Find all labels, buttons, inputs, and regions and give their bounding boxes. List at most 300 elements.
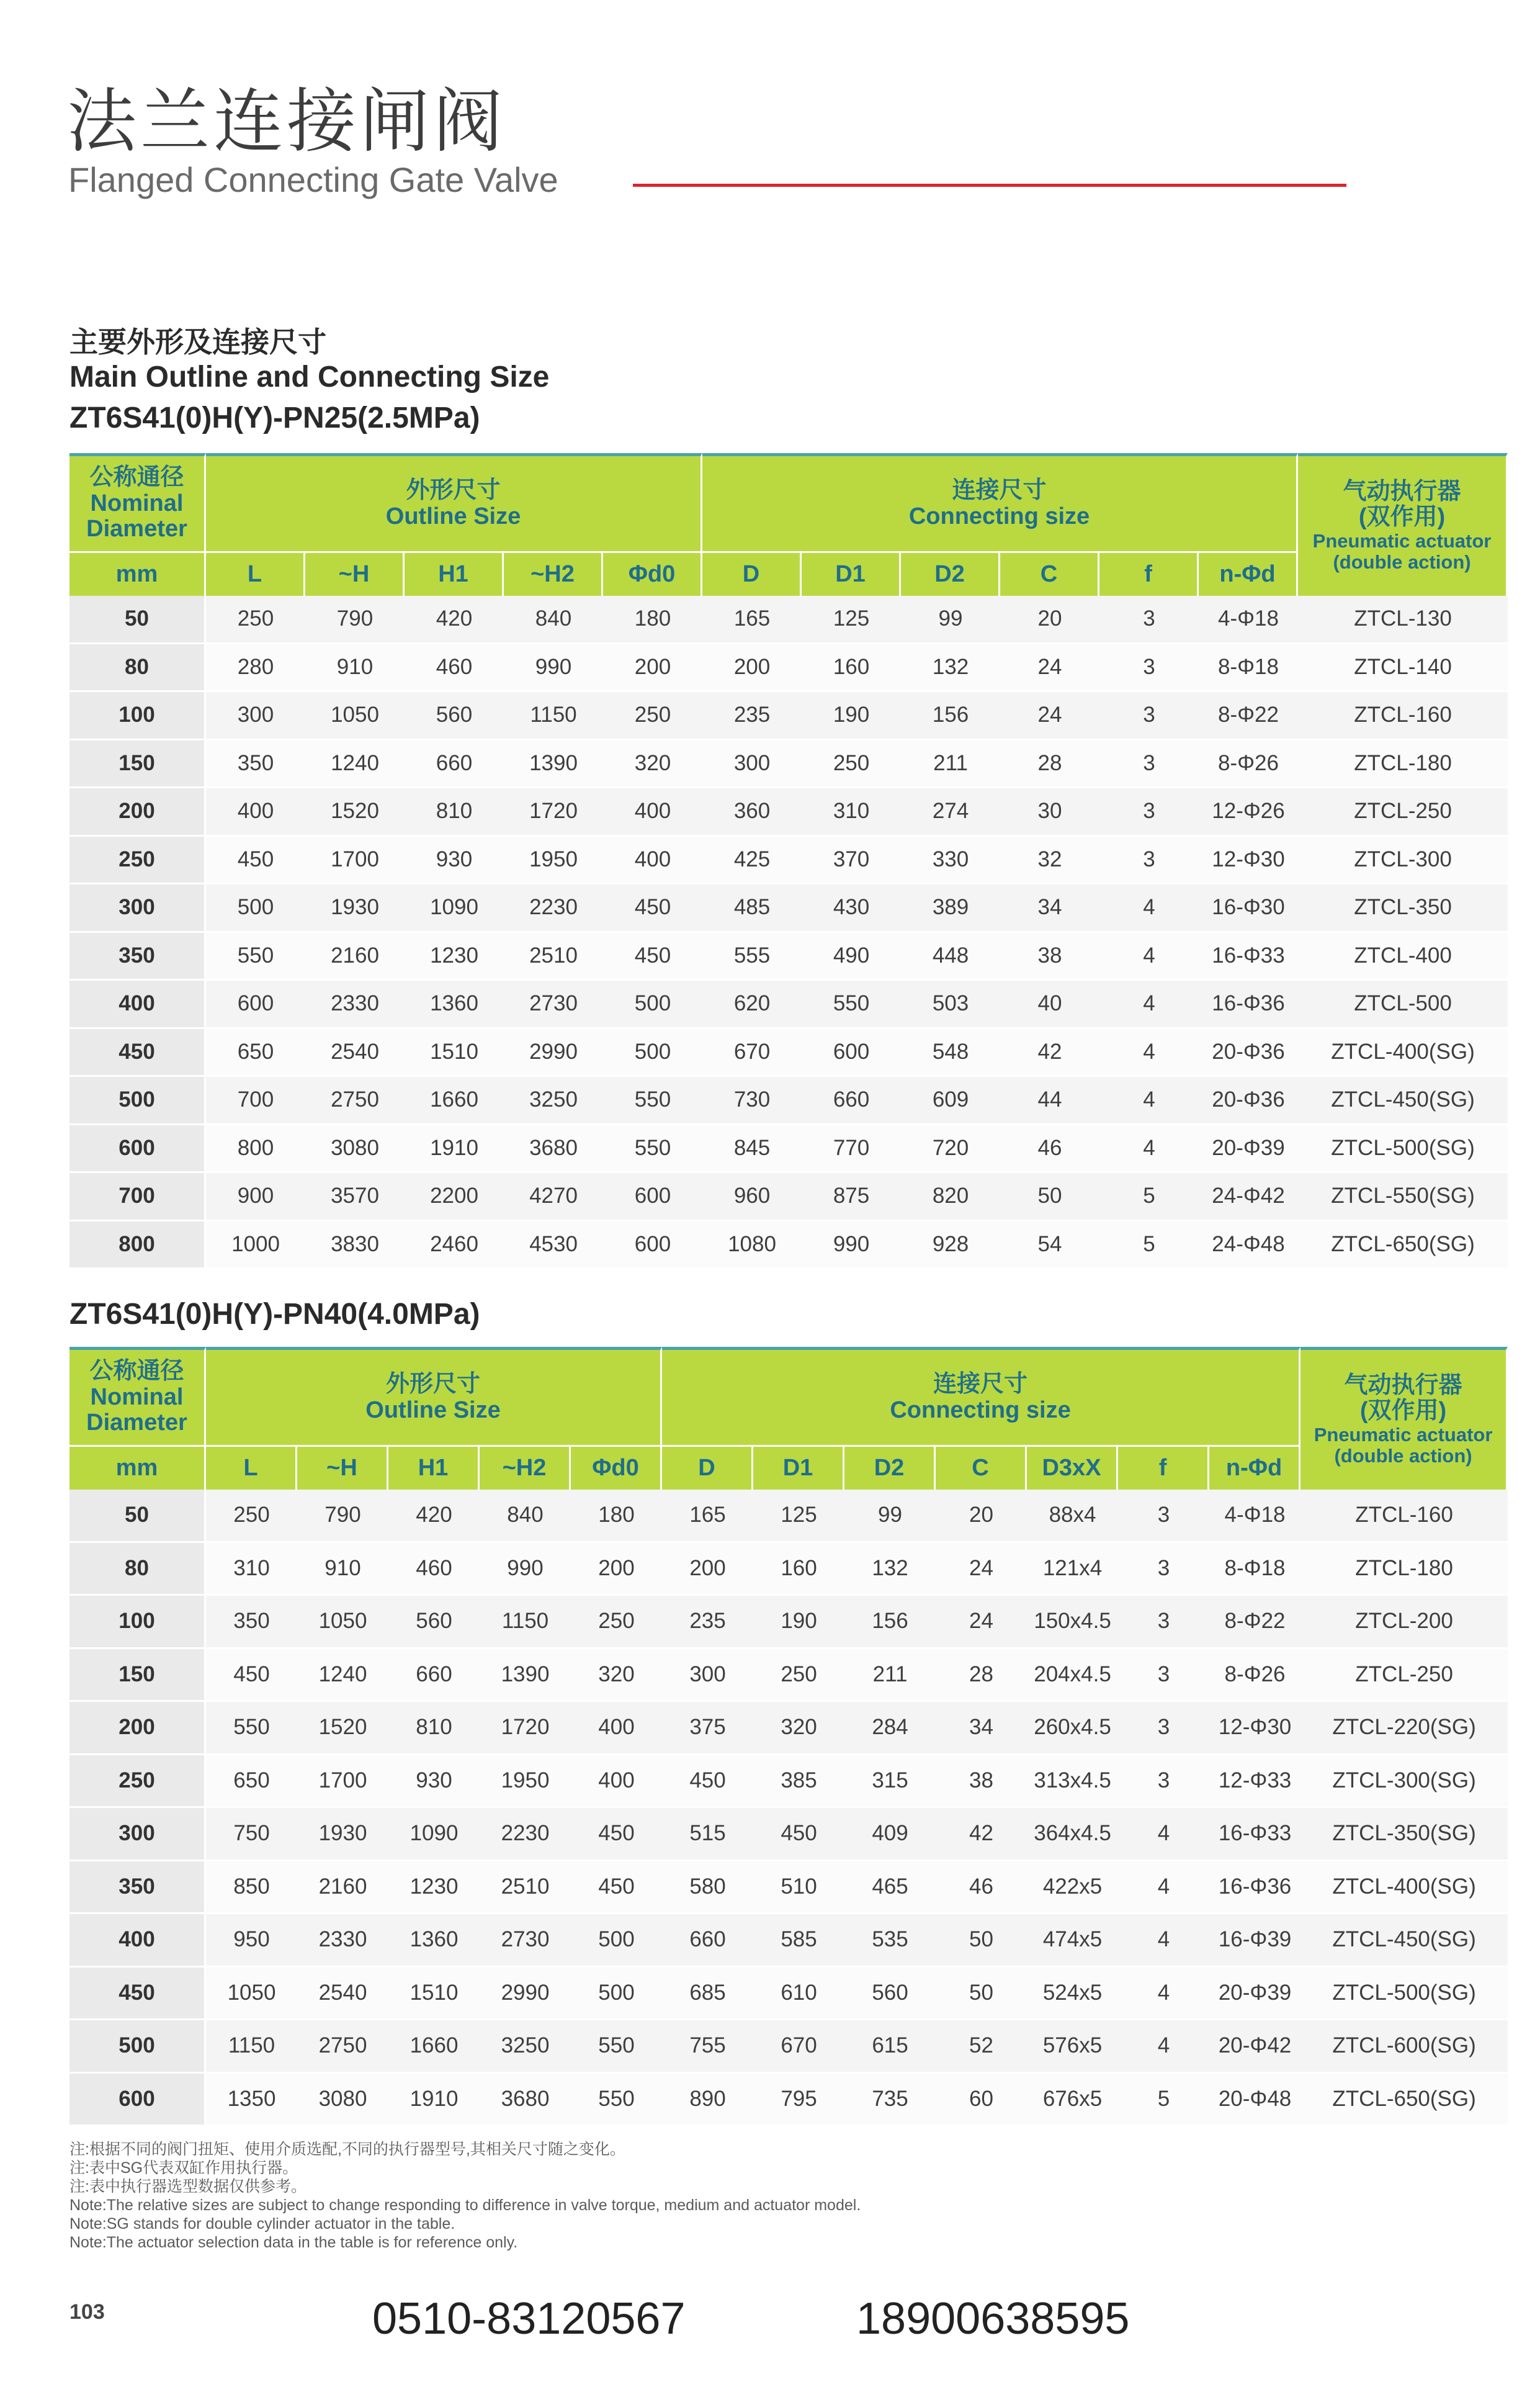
table-cell: 560 <box>844 1968 936 2021</box>
table-cell: 50 <box>936 1968 1027 2021</box>
table-cell: 460 <box>405 644 504 693</box>
row-dn-cell: 200 <box>69 1702 206 1755</box>
table-cell: 1150 <box>206 2020 297 2074</box>
table-cell: 550 <box>206 933 305 981</box>
column-header: n-Φd <box>1209 1445 1300 1490</box>
table-cell: 3 <box>1118 1649 1209 1702</box>
table-cell: 204x4.5 <box>1027 1649 1118 1702</box>
table-cell: 2540 <box>305 1029 405 1077</box>
connect-header <box>662 1347 1300 1445</box>
note-line: 注:根据不同的阀门扭矩、使用介质选配,不同的执行器型号,其相关尺寸随之变化。 <box>69 2141 625 2158</box>
column-header: D <box>702 551 802 596</box>
table-cell: 2750 <box>297 2020 388 2074</box>
column-header: ~H <box>305 551 405 596</box>
table-cell: 3830 <box>305 1221 405 1270</box>
section-title-cn: 主要外形及连接尺寸 <box>69 326 326 358</box>
table-cell: 4 <box>1118 1914 1209 1968</box>
table-cell: 1350 <box>206 2074 297 2127</box>
table-cell: 400 <box>571 1755 662 1809</box>
table-cell: 8-Φ18 <box>1209 1543 1300 1596</box>
actuator-cell: ZTCL-650(SG) <box>1298 1221 1508 1270</box>
table-cell: 555 <box>702 933 802 981</box>
table-cell: 1050 <box>305 692 405 740</box>
page-title-cn: 法兰连接闸阀 <box>67 83 506 160</box>
table-cell: 875 <box>802 1173 901 1221</box>
table-cell: 2540 <box>297 1968 388 2021</box>
table-cell: 60 <box>936 2074 1027 2127</box>
table-cell: 44 <box>1000 1077 1099 1125</box>
row-dn-cell: 450 <box>69 1029 206 1077</box>
actuator-cell: ZTCL-180 <box>1300 1543 1508 1596</box>
table-cell: 30 <box>1000 788 1099 837</box>
column-header: ~H2 <box>504 551 603 596</box>
row-dn-cell: 250 <box>69 837 206 885</box>
column-header: f <box>1118 1445 1209 1490</box>
notes <box>69 2140 861 2252</box>
table-cell: 250 <box>753 1649 844 1702</box>
table-cell: 548 <box>901 1029 1000 1077</box>
table-cell: 4-Φ18 <box>1199 596 1298 644</box>
table-cell: 250 <box>603 692 702 740</box>
actuator-cell: ZTCL-550(SG) <box>1298 1173 1508 1221</box>
outline-header-en: Outline Size <box>365 1396 501 1423</box>
table-cell: 670 <box>753 2020 844 2074</box>
table2-model: ZT6S41(0)H(Y)-PN40(4.0MPa) <box>69 1298 480 1331</box>
table-row <box>69 837 1508 885</box>
table-cell: 800 <box>206 1125 305 1174</box>
table-cell: 4 <box>1099 884 1199 933</box>
table-cell: 474x5 <box>1027 1914 1118 1968</box>
connect-header-en: Connecting size <box>908 503 1090 529</box>
note-line: Note:The actuator selection data in the table is for reference only. <box>69 2234 518 2251</box>
table-cell: 465 <box>844 1861 936 1915</box>
table-cell: 609 <box>901 1077 1000 1125</box>
table-cell: 1150 <box>504 692 603 740</box>
phone-number-mobile: 18900638595 <box>856 2294 1130 2344</box>
table-cell: 900 <box>206 1173 305 1221</box>
table-cell: 50 <box>1000 1173 1099 1221</box>
table-cell: 20-Φ36 <box>1199 1029 1298 1077</box>
row-dn-cell: 700 <box>69 1173 206 1221</box>
table-cell: 500 <box>571 1914 662 1968</box>
actuator-cell: ZTCL-250 <box>1298 788 1508 837</box>
row-dn-cell: 400 <box>69 981 206 1029</box>
table-cell: 3 <box>1099 837 1199 885</box>
table-cell: 20-Φ36 <box>1199 1077 1298 1125</box>
table-cell: 650 <box>206 1029 305 1077</box>
table-cell: 810 <box>405 788 504 837</box>
actuator-cell: ZTCL-300 <box>1298 837 1508 885</box>
table-row <box>69 1221 1508 1270</box>
table-cell: 16-Φ30 <box>1199 884 1298 933</box>
note-line: Note:The relative sizes are subject to change responding to difference in valve torque, medium and actuator model. <box>69 2197 861 2214</box>
actuator-header-en1: Pneumatic actuator <box>1314 1424 1493 1446</box>
row-dn-cell: 100 <box>69 692 206 740</box>
table-cell: 550 <box>603 1077 702 1125</box>
table-cell: 180 <box>571 1490 662 1543</box>
spec-table-pn25 <box>69 453 1508 1269</box>
table-cell: 200 <box>702 644 802 693</box>
actuator-cell: ZTCL-600(SG) <box>1300 2020 1508 2074</box>
table-cell: 685 <box>662 1968 753 2021</box>
table-cell: 750 <box>206 1808 297 1861</box>
table-cell: 2990 <box>504 1029 603 1077</box>
table-cell: 1510 <box>388 1968 480 2021</box>
table-cell: 3680 <box>504 1125 603 1174</box>
table-cell: 510 <box>753 1861 844 1915</box>
table-cell: 2230 <box>504 884 603 933</box>
table-cell: 3080 <box>297 2074 388 2127</box>
title-divider <box>633 184 1346 187</box>
actuator-header-en2: (double action) <box>1333 551 1471 573</box>
table-cell: 990 <box>480 1543 571 1596</box>
table-cell: 3570 <box>305 1173 405 1221</box>
table-row <box>69 1914 1508 1968</box>
table-row <box>69 933 1508 981</box>
table-cell: 1240 <box>297 1649 388 1702</box>
table-cell: 550 <box>603 1125 702 1174</box>
table-cell: 2990 <box>480 1968 571 2021</box>
table-cell: 576x5 <box>1027 2020 1118 2074</box>
table-cell: 24 <box>1000 644 1099 693</box>
table-cell: 4 <box>1099 1077 1199 1125</box>
table-cell: 1910 <box>388 2074 480 2127</box>
table-row <box>69 1861 1508 1915</box>
table-cell: 450 <box>753 1808 844 1861</box>
outline-header <box>206 453 702 551</box>
actuator-cell: ZTCL-500(SG) <box>1298 1125 1508 1174</box>
table-cell: 928 <box>901 1221 1000 1270</box>
table-cell: 1700 <box>305 837 405 885</box>
table-cell: 409 <box>844 1808 936 1861</box>
table-cell: 3250 <box>504 1077 603 1125</box>
table-cell: 5 <box>1099 1221 1199 1270</box>
table-cell: 284 <box>844 1702 936 1755</box>
actuator-cell: ZTCL-450(SG) <box>1300 1914 1508 1968</box>
table-row <box>69 1649 1508 1702</box>
table-row <box>69 1702 1508 1755</box>
table-cell: 20 <box>936 1490 1027 1543</box>
row-dn-cell: 80 <box>69 644 206 693</box>
table-cell: 450 <box>206 1649 297 1702</box>
table-cell: 16-Φ36 <box>1209 1861 1300 1915</box>
table-cell: 990 <box>802 1221 901 1270</box>
table-cell: 422x5 <box>1027 1861 1118 1915</box>
table-cell: 8-Φ22 <box>1199 692 1298 740</box>
table-row <box>69 1755 1508 1809</box>
table-cell: 420 <box>405 596 504 644</box>
table-cell: 24-Φ48 <box>1199 1221 1298 1270</box>
table-cell: 930 <box>388 1755 480 1809</box>
table-cell: 1230 <box>388 1861 480 1915</box>
connect-header-cn: 连接尺寸 <box>933 1370 1028 1397</box>
table-cell: 389 <box>901 884 1000 933</box>
table-cell: 585 <box>753 1914 844 1968</box>
table-cell: 580 <box>662 1861 753 1915</box>
table-cell: 385 <box>753 1755 844 1809</box>
table-cell: 12-Φ30 <box>1199 837 1298 885</box>
table-cell: 450 <box>603 933 702 981</box>
table-cell: 34 <box>1000 884 1099 933</box>
table-cell: 1080 <box>702 1221 802 1270</box>
table-cell: 755 <box>662 2020 753 2074</box>
table-cell: 4 <box>1099 933 1199 981</box>
table-cell: 16-Φ33 <box>1209 1808 1300 1861</box>
table-cell: 42 <box>1000 1029 1099 1077</box>
table-cell: 3 <box>1118 1755 1209 1809</box>
spec-table-pn40 <box>69 1347 1508 2126</box>
table-cell: 150x4.5 <box>1027 1596 1118 1649</box>
table-row <box>69 981 1508 1029</box>
actuator-cell: ZTCL-400(SG) <box>1300 1861 1508 1915</box>
table1-body <box>69 596 1508 1269</box>
table-cell: 20-Φ42 <box>1209 2020 1300 2074</box>
table-cell: 200 <box>662 1543 753 1596</box>
table1-model: ZT6S41(0)H(Y)-PN25(2.5MPa) <box>69 402 480 434</box>
row-dn-cell: 200 <box>69 788 206 837</box>
table-cell: 448 <box>901 933 1000 981</box>
table-cell: 250 <box>802 740 901 789</box>
table-cell: 1230 <box>405 933 504 981</box>
table-cell: 3 <box>1099 644 1199 693</box>
table-cell: 330 <box>901 837 1000 885</box>
table-cell: 4 <box>1118 1861 1209 1915</box>
table-cell: 2510 <box>504 933 603 981</box>
table-cell: 650 <box>206 1755 297 1809</box>
outline-header-cn: 外形尺寸 <box>386 1370 481 1397</box>
table-cell: 375 <box>662 1702 753 1755</box>
table-cell: 24 <box>936 1543 1027 1596</box>
actuator-cell: ZTCL-180 <box>1298 740 1508 789</box>
actuator-header-cn2: (双作用) <box>1358 504 1446 531</box>
table-cell: 46 <box>936 1861 1027 1915</box>
table-cell: 670 <box>702 1029 802 1077</box>
table-cell: 1720 <box>504 788 603 837</box>
column-header: mm <box>69 551 206 596</box>
table-cell: 524x5 <box>1027 1968 1118 2021</box>
table-cell: 1050 <box>206 1968 297 2021</box>
table-cell: 5 <box>1099 1173 1199 1221</box>
row-dn-cell: 150 <box>69 1649 206 1702</box>
table-cell: 125 <box>802 596 901 644</box>
table-cell: 8-Φ26 <box>1209 1649 1300 1702</box>
table-cell: 20 <box>1000 596 1099 644</box>
table-row <box>69 1077 1508 1125</box>
column-header: H1 <box>388 1445 480 1490</box>
table-cell: 450 <box>571 1861 662 1915</box>
dn-header-en2: Diameter <box>86 516 187 542</box>
table-cell: 845 <box>702 1125 802 1174</box>
table-cell: 500 <box>603 1029 702 1077</box>
table-cell: 4-Φ18 <box>1209 1490 1300 1543</box>
table-cell: 8-Φ26 <box>1199 740 1298 789</box>
table-cell: 770 <box>802 1125 901 1174</box>
actuator-cell: ZTCL-300(SG) <box>1300 1755 1508 1809</box>
table-cell: 450 <box>662 1755 753 1809</box>
table-cell: 3080 <box>305 1125 405 1174</box>
outline-header-en: Outline Size <box>385 503 521 529</box>
table-cell: 535 <box>844 1914 936 1968</box>
actuator-header-cn2: (双作用) <box>1359 1398 1447 1424</box>
table-cell: 600 <box>603 1173 702 1221</box>
table-row <box>69 1543 1508 1596</box>
row-dn-cell: 350 <box>69 1861 206 1915</box>
dn-header-en1: Nominal <box>90 1383 184 1410</box>
table-cell: 211 <box>844 1649 936 1702</box>
table-cell: 4 <box>1118 1808 1209 1861</box>
table-cell: 2330 <box>297 1914 388 1968</box>
actuator-cell: ZTCL-350 <box>1298 884 1508 933</box>
column-header: ~H <box>297 1445 388 1490</box>
table-cell: 1950 <box>480 1755 571 1809</box>
table-cell: 165 <box>702 596 802 644</box>
table-cell: 550 <box>802 981 901 1029</box>
table-row <box>69 1173 1508 1221</box>
table-cell: 160 <box>802 644 901 693</box>
table-cell: 450 <box>206 837 305 885</box>
table-cell: 820 <box>901 1173 1000 1221</box>
actuator-cell: ZTCL-220(SG) <box>1300 1702 1508 1755</box>
table-cell: 1930 <box>305 884 405 933</box>
column-header: ~H2 <box>480 1445 571 1490</box>
page-title-en: Flanged Connecting Gate Valve <box>68 160 558 199</box>
table-cell: 20-Φ39 <box>1199 1125 1298 1174</box>
table-cell: 1150 <box>480 1596 571 1649</box>
table-cell: 350 <box>206 1596 297 1649</box>
table-cell: 274 <box>901 788 1000 837</box>
table-cell: 850 <box>206 1861 297 1915</box>
table-cell: 4 <box>1118 2020 1209 2074</box>
table-cell: 515 <box>662 1808 753 1861</box>
table-cell: 8-Φ18 <box>1199 644 1298 693</box>
dn-header <box>69 1347 206 1445</box>
column-header: L <box>206 551 305 596</box>
table-row <box>69 788 1508 837</box>
table-cell: 250 <box>206 596 305 644</box>
table-cell: 730 <box>702 1077 802 1125</box>
section-title-en: Main Outline and Connecting Size <box>69 361 550 394</box>
table-cell: 235 <box>702 692 802 740</box>
table-cell: 200 <box>603 644 702 693</box>
table-row <box>69 2074 1508 2127</box>
row-dn-cell: 500 <box>69 2020 206 2074</box>
table-row <box>69 1808 1508 1861</box>
table-cell: 310 <box>802 788 901 837</box>
row-dn-cell: 350 <box>69 933 206 981</box>
table-cell: 550 <box>571 2020 662 2074</box>
page-number: 103 <box>69 2300 105 2324</box>
table-cell: 600 <box>603 1221 702 1270</box>
table-cell: 2330 <box>305 981 405 1029</box>
table-cell: 500 <box>603 981 702 1029</box>
table-cell: 676x5 <box>1027 2074 1118 2127</box>
table-cell: 280 <box>206 644 305 693</box>
table-row <box>69 1029 1508 1077</box>
table-cell: 46 <box>1000 1125 1099 1174</box>
table-cell: 3 <box>1118 1543 1209 1596</box>
actuator-header-en2: (double action) <box>1334 1445 1472 1467</box>
table-cell: 99 <box>901 596 1000 644</box>
row-dn-cell: 50 <box>69 596 206 644</box>
table-cell: 180 <box>603 596 702 644</box>
table-cell: 132 <box>844 1543 936 1596</box>
row-dn-cell: 450 <box>69 1968 206 2021</box>
table-cell: 200 <box>571 1543 662 1596</box>
table-cell: 2510 <box>480 1861 571 1915</box>
table-row <box>69 644 1508 693</box>
table-cell: 42 <box>936 1808 1027 1861</box>
row-dn-cell: 150 <box>69 740 206 789</box>
connect-header-cn: 连接尺寸 <box>952 477 1047 503</box>
table-cell: 190 <box>753 1596 844 1649</box>
table-cell: 3250 <box>480 2020 571 2074</box>
table-cell: 550 <box>206 1702 297 1755</box>
actuator-cell: ZTCL-160 <box>1298 692 1508 740</box>
actuator-cell: ZTCL-140 <box>1298 644 1508 693</box>
table-cell: 4 <box>1118 1968 1209 2021</box>
table-cell: 400 <box>571 1702 662 1755</box>
table-row <box>69 2020 1508 2074</box>
table-cell: 12-Φ33 <box>1209 1755 1300 1809</box>
table-cell: 1520 <box>297 1702 388 1755</box>
table-cell: 190 <box>802 692 901 740</box>
row-dn-cell: 100 <box>69 1596 206 1649</box>
table-cell: 840 <box>480 1490 571 1543</box>
table-cell: 2160 <box>305 933 405 981</box>
dn-header-en1: Nominal <box>90 490 184 516</box>
actuator-cell: ZTCL-500 <box>1298 981 1508 1029</box>
table-cell: 560 <box>405 692 504 740</box>
table-cell: 88x4 <box>1027 1490 1118 1543</box>
table2-body <box>69 1490 1508 2126</box>
table-cell: 1390 <box>480 1649 571 1702</box>
table-cell: 132 <box>901 644 1000 693</box>
table-cell: 250 <box>206 1490 297 1543</box>
table-row <box>69 692 1508 740</box>
table-cell: 735 <box>844 2074 936 2127</box>
table-cell: 12-Φ26 <box>1199 788 1298 837</box>
table-cell: 400 <box>603 788 702 837</box>
table-cell: 364x4.5 <box>1027 1808 1118 1861</box>
table-cell: 300 <box>206 692 305 740</box>
column-header: H1 <box>405 551 504 596</box>
column-header: f <box>1099 551 1199 596</box>
table-cell: 350 <box>206 740 305 789</box>
table-cell: 16-Φ39 <box>1209 1914 1300 1968</box>
table-cell: 1090 <box>388 1808 480 1861</box>
table-cell: 50 <box>936 1914 1027 1968</box>
table-cell: 790 <box>297 1490 388 1543</box>
column-header: D1 <box>802 551 901 596</box>
table-cell: 32 <box>1000 837 1099 885</box>
actuator-cell: ZTCL-130 <box>1298 596 1508 644</box>
table-cell: 550 <box>571 2074 662 2127</box>
row-dn-cell: 80 <box>69 1543 206 1596</box>
actuator-header-cn1: 气动执行器 <box>1343 478 1461 505</box>
column-header: C <box>936 1445 1027 1490</box>
table-row <box>69 884 1508 933</box>
table-cell: 1000 <box>206 1221 305 1270</box>
table-cell: 795 <box>753 2074 844 2127</box>
table-cell: 4270 <box>504 1173 603 1221</box>
table-cell: 1930 <box>297 1808 388 1861</box>
actuator-header-en1: Pneumatic actuator <box>1312 530 1492 552</box>
table-cell: 450 <box>571 1808 662 1861</box>
table-row <box>69 740 1508 789</box>
table-cell: 660 <box>802 1077 901 1125</box>
column-header: D2 <box>901 551 1000 596</box>
table-cell: 370 <box>802 837 901 885</box>
